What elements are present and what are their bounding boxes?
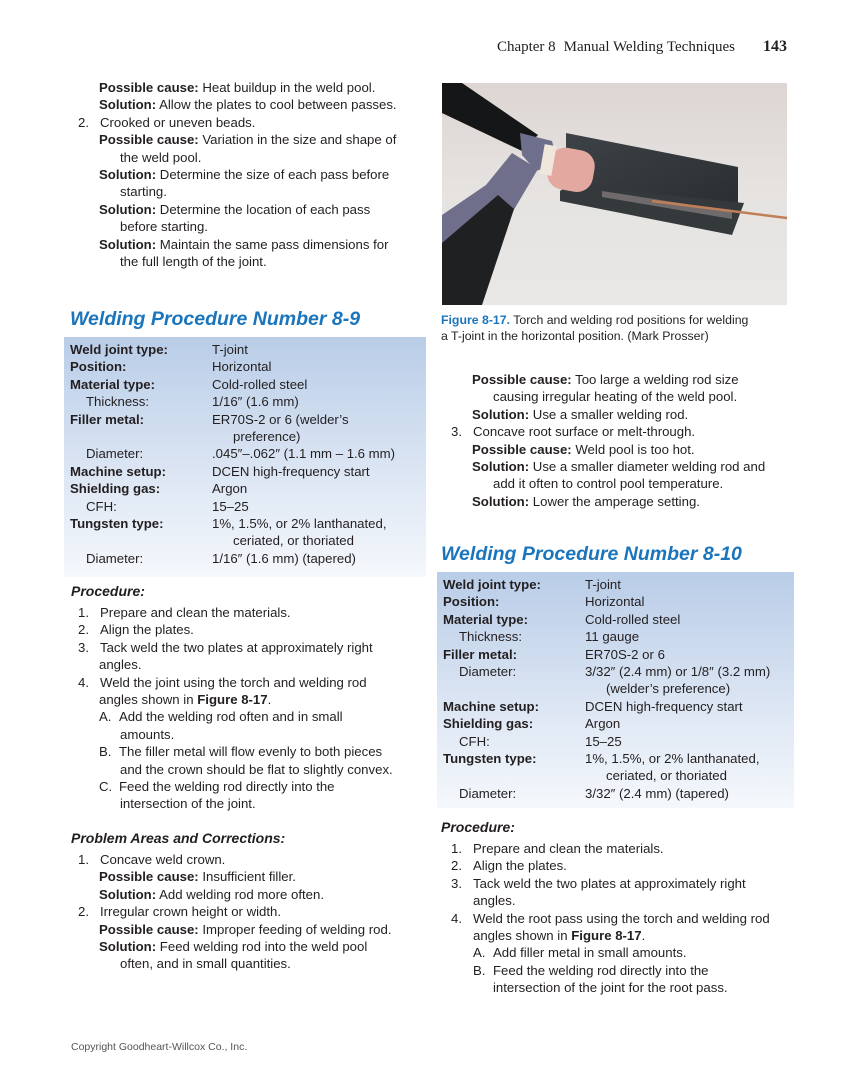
procedure-title-8-9: Welding Procedure Number 8-9 [70, 308, 361, 330]
substep: B. Feed the welding rod directly into the [473, 962, 709, 978]
spec-row: Diameter: 3/32″ (2.4 mm) or 1/8″ (3.2 mm) (welder’s preference) [459, 664, 771, 697]
right-continuation [437, 371, 795, 510]
problem-item: 3. Concave root surface or melt-through. [451, 424, 696, 440]
problems-list [64, 851, 426, 973]
cause-line: Possible cause: Too large a welding rod size [472, 372, 739, 387]
substep: A. Add filler metal in small amounts. [473, 945, 687, 961]
running-header [497, 38, 787, 56]
figure-reference: Figure 8-17 [571, 928, 642, 944]
spec-row: Filler metal: ER70S-2 or 6 (welder’s preference) [70, 411, 349, 445]
procedure-steps-8-10 [437, 840, 795, 997]
step: 3. Tack weld the two plates at approximately right [451, 875, 746, 891]
spec-row: Thickness: 1/16″ (1.6 mm) [86, 394, 299, 410]
page-number: 143 [763, 38, 787, 55]
spec-row: Position: Horizontal [70, 359, 272, 375]
figure-label: Figure 8-17. [441, 313, 511, 327]
solution-line: Solution: Use a smaller welding rod. [472, 406, 689, 422]
spec-box-8-10 [437, 572, 794, 808]
spec-row: Tungsten type: 1%, 1.5%, or 2% lanthanated, ceriated, or thoriated [443, 751, 760, 784]
solution-line: Solution: Allow the plates to cool between passes. [99, 97, 397, 113]
cause-line: Possible cause: Improper feeding of welding rod. [99, 921, 392, 937]
solution-line: Solution: Determine the size of each pass before [99, 167, 390, 183]
solution-line: Solution: Use a smaller diameter welding rod and [472, 459, 766, 475]
copyright-footer: Copyright Goodheart-Willcox Co., Inc. [71, 1041, 248, 1053]
spec-row: CFH: 15–25 [459, 733, 622, 749]
solution-cont: before starting. [120, 219, 208, 235]
solution-line: Solution: Add welding rod more often. [99, 886, 325, 902]
step: 4. Weld the root pass using the torch and welding rod [451, 910, 770, 926]
step: 2. Align the plates. [78, 622, 194, 638]
spec-box-8-9 [64, 337, 426, 577]
figure-caption: Figure 8-17. Torch and welding rod positions for welding a T-joint in the horizontal position. (Mark Prosser) [441, 313, 749, 343]
spec-row: Weld joint type: T-joint [443, 577, 621, 592]
solution-line: Solution: Determine the location of each pass [99, 201, 371, 217]
spec-row: Weld joint type: T-joint [70, 342, 248, 357]
spec-row: Material type: Cold-rolled steel [70, 376, 308, 392]
procedure-heading: Procedure: [71, 583, 145, 599]
solution-line: Solution: Lower the amperage setting. [472, 493, 700, 509]
spec-row: Machine setup: DCEN high-frequency start [70, 463, 370, 479]
cause-line: Possible cause: Weld pool is too hot. [472, 441, 695, 457]
step: 1. Prepare and clean the materials. [451, 841, 664, 856]
spec-row: Material type: Cold-rolled steel [443, 611, 681, 627]
spec-row: Machine setup: DCEN high-frequency start [443, 698, 743, 714]
spec-row: Diameter: 1/16″ (1.6 mm) (tapered) [86, 550, 356, 566]
left-continuation [64, 79, 426, 270]
torch-welding-photo-icon [442, 83, 787, 305]
figure-reference: Figure 8-17 [197, 692, 268, 708]
problem-item: 1. Concave weld crown. [78, 852, 226, 867]
spec-row: Shielding gas: Argon [70, 481, 248, 497]
step: 2. Align the plates. [451, 858, 567, 874]
chapter-number: Chapter 8 [496, 39, 556, 55]
spec-row: Diameter: .045″–.062″ (1.1 mm – 1.6 mm) [86, 446, 396, 462]
cause-line: Possible cause: Insufficient filler. [99, 869, 296, 885]
step-cont: angles shown in Figure 8-17. [473, 928, 646, 944]
substep-cont: amounts. [120, 726, 175, 742]
solution-line: Solution: Maintain the same pass dimensions for [99, 236, 389, 252]
solution-cont: the full length of the joint. [120, 254, 267, 270]
step-cont: angles. [473, 893, 516, 909]
solution-cont: add it often to control pool temperature. [493, 476, 724, 492]
substep: B. The filler metal will flow evenly to both pieces [99, 744, 383, 760]
step-cont: angles. [99, 657, 142, 673]
step: 1. Prepare and clean the materials. [78, 605, 291, 620]
substep: C. Feed the welding rod directly into the [99, 779, 335, 795]
problem-item: 2. Crooked or uneven beads. [78, 114, 256, 130]
substep: A. Add the welding rod often and in small [99, 709, 343, 725]
figure-8-17-photo [442, 83, 787, 305]
substep-cont: intersection of the joint. [120, 796, 256, 812]
spec-row: Position: Horizontal [443, 594, 645, 610]
spec-row: Tungsten type: 1%, 1.5%, or 2% lanthanated, ceriated, or thoriated [70, 516, 387, 549]
chapter-title: Manual Welding Techniques [563, 39, 735, 55]
cause-cont: causing irregular heating of the weld pool. [493, 389, 738, 405]
spec-row: Thickness: 11 gauge [459, 629, 640, 645]
cause-line: Possible cause: Heat buildup in the weld pool. [99, 80, 376, 95]
problems-heading: Problem Areas and Corrections: [71, 830, 286, 846]
procedure-title-8-10: Welding Procedure Number 8-10 [441, 543, 742, 565]
cause-cont: the weld pool. [120, 149, 202, 165]
solution-cont: starting. [120, 184, 167, 200]
procedure-heading: Procedure: [441, 819, 515, 835]
substep-cont: and the crown should be flat to slightly convex. [120, 761, 393, 777]
cause-line: Possible cause: Variation in the size and shape of [99, 132, 397, 148]
substep-cont: intersection of the joint for the root pass. [493, 980, 728, 996]
procedure-steps-8-9 [64, 604, 426, 813]
step: 4. Weld the joint using the torch and welding rod [78, 674, 367, 690]
solution-cont: often, and in small quantities. [120, 956, 291, 972]
problem-item: 2. Irregular crown height or width. [78, 904, 282, 920]
spec-row: Diameter: 3/32″ (2.4 mm) (tapered) [459, 785, 729, 801]
spec-row: Shielding gas: Argon [443, 716, 621, 732]
spec-row: CFH: 15–25 [86, 498, 249, 514]
spec-row: Filler metal: ER70S-2 or 6 [443, 646, 665, 662]
step-cont: angles shown in Figure 8-17. [99, 692, 272, 708]
solution-line: Solution: Feed welding rod into the weld pool [99, 939, 368, 955]
step: 3. Tack weld the two plates at approximately right [78, 639, 373, 655]
